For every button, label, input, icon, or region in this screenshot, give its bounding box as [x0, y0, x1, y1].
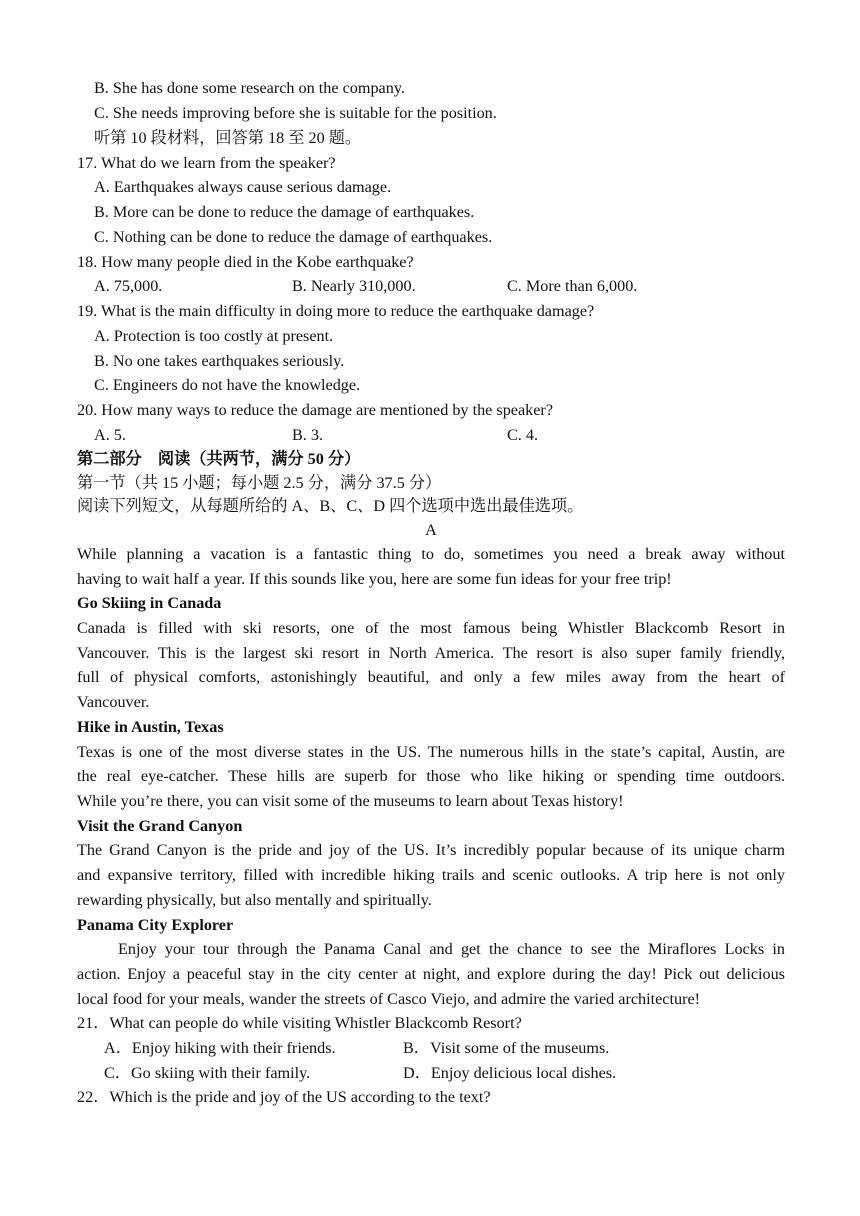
- austin-line-2: the real eye-catcher. These hills are superb for those who like hiking or spending time outdoors.: [77, 767, 785, 785]
- section10-instruction: 听第 10 段材料，回答第 18 至 20 题。: [94, 129, 362, 147]
- heading-austin: Hike in Austin, Texas: [77, 718, 224, 736]
- q19-option-b: B. No one takes earthquakes seriously.: [94, 352, 345, 370]
- passage-label: A: [425, 521, 437, 539]
- panama-line-2: action. Enjoy a peaceful stay in the city center at night, and explore during the day! Pick out delicious: [77, 965, 785, 983]
- q18-option-a: A. 75,000.: [94, 277, 163, 295]
- canyon-line-1: The Grand Canyon is the pride and joy of the US. It’s incredibly popular because of its unique charm: [77, 841, 785, 859]
- canada-line-1: Canada is filled with ski resorts, one of the most famous being Whistler Blackcomb Resort in: [77, 619, 785, 637]
- q20-option-b: B. 3.: [292, 426, 324, 444]
- q18-stem: 18. How many people died in the Kobe earthquake?: [77, 253, 414, 271]
- q21-stem: 21．What can people do while visiting Whistler Blackcomb Resort?: [77, 1014, 522, 1032]
- q21-option-b: B．Visit some of the museums.: [403, 1039, 610, 1057]
- q17-option-b: B. More can be done to reduce the damage of earthquakes.: [94, 203, 475, 221]
- q19-option-c: C. Engineers do not have the knowledge.: [94, 376, 361, 394]
- section-title: 第一节（共 15 小题；每小题 2.5 分，满分 37.5 分）: [77, 474, 442, 492]
- q17-option-c: C. Nothing can be done to reduce the damage of earthquakes.: [94, 228, 493, 246]
- heading-panama: Panama City Explorer: [77, 916, 234, 934]
- part-title: 第二部分 阅读（共两节，满分 50 分）: [77, 450, 361, 468]
- austin-line-3: While you’re there, you can visit some of the museums to learn about Texas history!: [77, 792, 624, 810]
- q21-option-c: C．Go skiing with their family.: [104, 1064, 311, 1082]
- q21-option-a: A．Enjoy hiking with their friends.: [104, 1039, 336, 1057]
- q16-option-b: B. She has done some research on the company.: [94, 79, 405, 97]
- intro-line-1: While planning a vacation is a fantastic thing to do, sometimes you need a break away without: [77, 545, 785, 563]
- reading-instruction: 阅读下列短文，从每题所给的 A、B、C、D 四个选项中选出最佳选项。: [77, 497, 584, 515]
- q20-option-a: A. 5.: [94, 426, 126, 444]
- q20-option-c: C. 4.: [507, 426, 539, 444]
- q21-option-d: D．Enjoy delicious local dishes.: [403, 1064, 617, 1082]
- intro-line-2: having to wait half a year. If this sounds like you, here are some fun ideas for your free trip!: [77, 570, 672, 588]
- heading-canada: Go Skiing in Canada: [77, 594, 222, 612]
- q22-stem: 22．Which is the pride and joy of the US according to the text?: [77, 1088, 491, 1106]
- heading-grand-canyon: Visit the Grand Canyon: [77, 817, 243, 835]
- panama-line-3: local food for your meals, wander the streets of Casco Viejo, and admire the varied architecture!: [77, 990, 701, 1008]
- panama-line-1: Enjoy your tour through the Panama Canal and get the chance to see the Miraflores Locks in: [118, 940, 785, 958]
- q16-option-c: C. She needs improving before she is suitable for the position.: [94, 104, 497, 122]
- canada-line-2: Vancouver. This is the largest ski resort in North America. The resort is also super family friendly,: [77, 644, 785, 662]
- q18-option-b: B. Nearly 310,000.: [292, 277, 416, 295]
- canyon-line-2: and expansive territory, filled with incredible hiking trails and scenic outlooks. A trip here is not only: [77, 866, 785, 884]
- canyon-line-3: rewarding physically, but also mentally and spiritually.: [77, 891, 432, 909]
- canada-line-3: full of physical comforts, astonishingly beautiful, and only a few miles away from the heart of: [77, 668, 785, 686]
- austin-line-1: Texas is one of the most diverse states in the US. The numerous hills in the state’s capital, Austin, are: [77, 743, 785, 761]
- q17-option-a: A. Earthquakes always cause serious damage.: [94, 178, 392, 196]
- canada-line-4: Vancouver.: [77, 693, 150, 711]
- q18-option-c: C. More than 6,000.: [507, 277, 638, 295]
- q19-option-a: A. Protection is too costly at present.: [94, 327, 334, 345]
- q17-stem: 17. What do we learn from the speaker?: [77, 154, 336, 172]
- q20-stem: 20. How many ways to reduce the damage are mentioned by the speaker?: [77, 401, 554, 419]
- q19-stem: 19. What is the main difficulty in doing more to reduce the earthquake damage?: [77, 302, 595, 320]
